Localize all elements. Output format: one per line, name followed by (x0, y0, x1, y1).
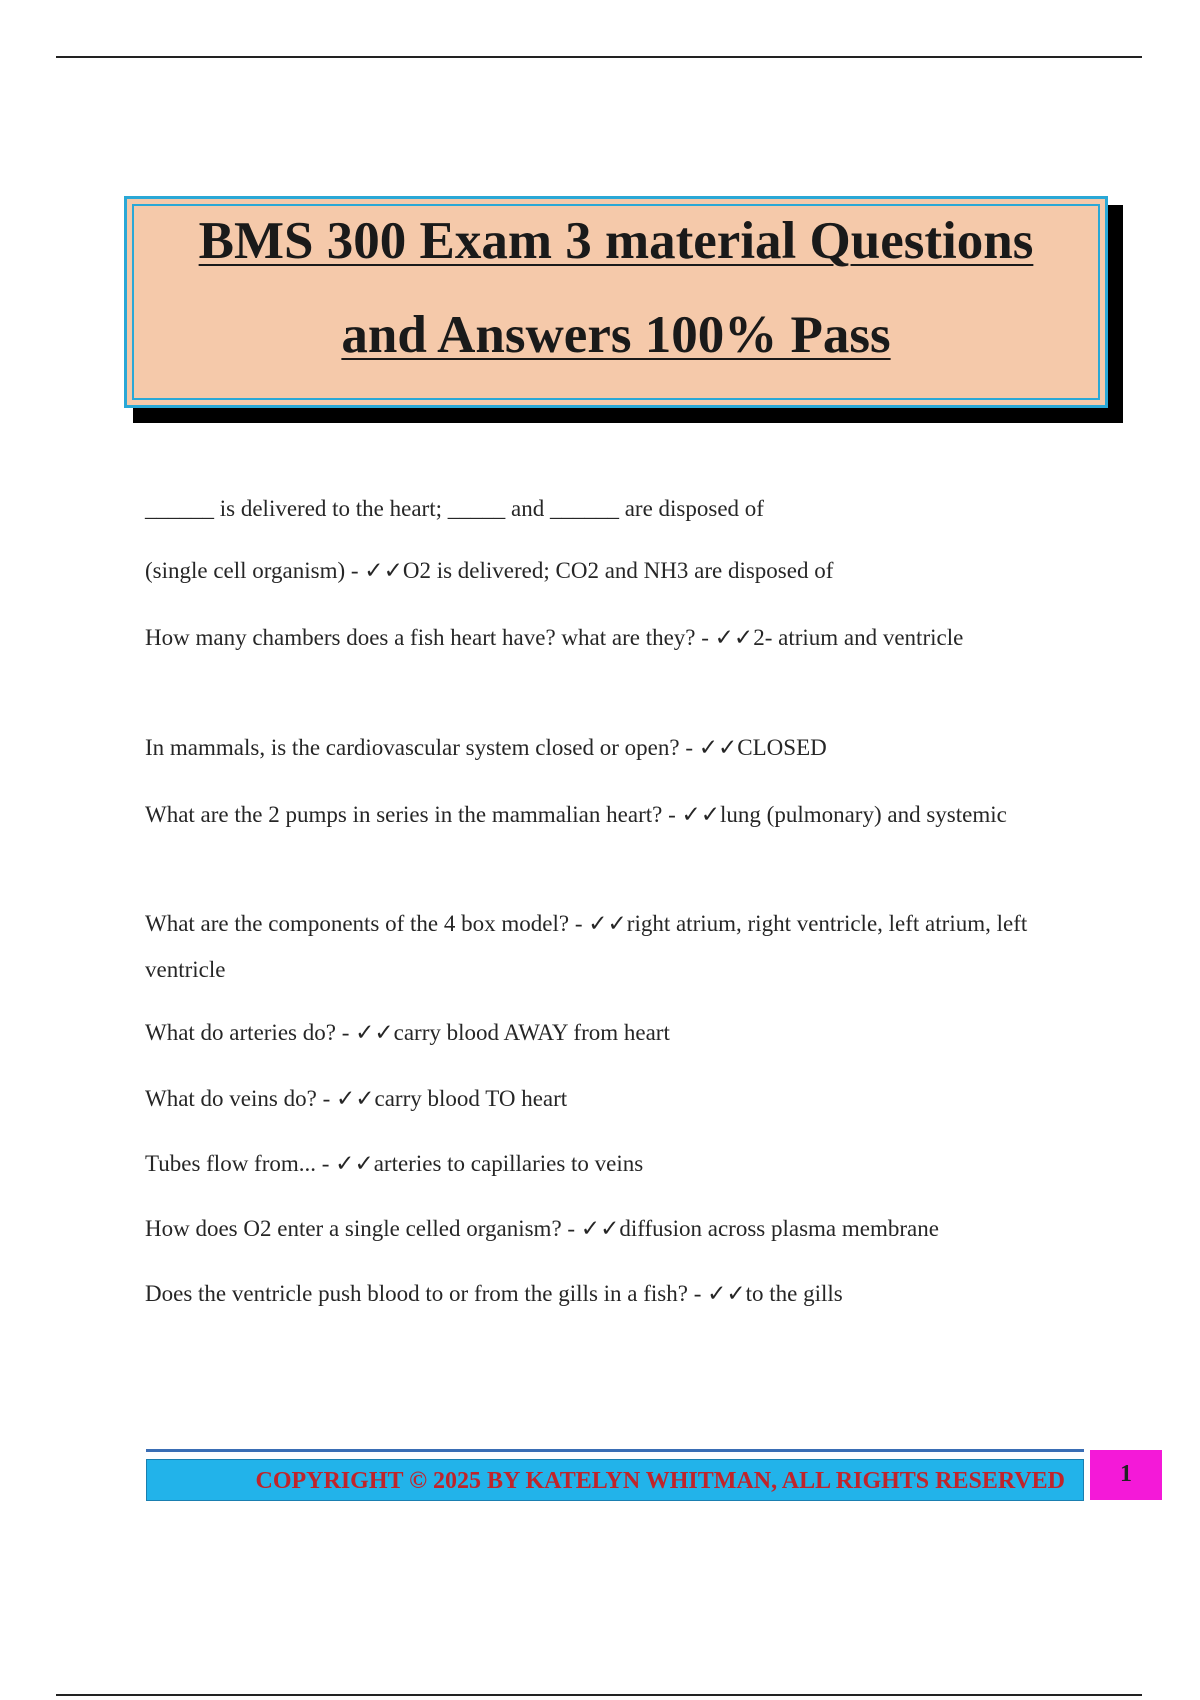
qa-item: What are the components of the 4 box model? - ✓✓right atrium, right ventricle, left atrium, left ventricle (145, 911, 1028, 982)
document-title-line-2: and Answers 100% Pass (341, 306, 891, 364)
qa-item: How many chambers does a fish heart have? what are they? - ✓✓2- atrium and ventricle (145, 625, 964, 650)
top-rule (56, 56, 1142, 58)
footer-copyright-bar: COPYRIGHT © 2025 BY KATELYN WHITMAN, ALL RIGHTS RESERVED (146, 1459, 1084, 1501)
qa-item: What do arteries do? - ✓✓carry blood AWAY from heart (145, 1020, 670, 1045)
qa-item: How does O2 enter a single celled organism? - ✓✓diffusion across plasma membrane (145, 1216, 939, 1241)
footer-rule (146, 1449, 1084, 1452)
bottom-rule (56, 1694, 1142, 1696)
qa-item: ______ is delivered to the heart; _____ and ______ are disposed of (145, 496, 764, 521)
document-title-line-1: BMS 300 Exam 3 material Questions (198, 212, 1034, 270)
qa-item: What are the 2 pumps in series in the mammalian heart? - ✓✓lung (pulmonary) and systemic (145, 802, 1007, 827)
page-number-badge: 1 (1090, 1450, 1162, 1500)
qa-item: In mammals, is the cardiovascular system closed or open? - ✓✓CLOSED (145, 735, 827, 760)
qa-item: (single cell organism) - ✓✓O2 is delivered; CO2 and NH3 are disposed of (145, 558, 834, 583)
title-box (124, 196, 1108, 408)
qa-item: Does the ventricle push blood to or from the gills in a fish? - ✓✓to the gills (145, 1281, 843, 1306)
qa-item: What do veins do? - ✓✓carry blood TO heart (145, 1086, 568, 1111)
qa-item: Tubes flow from... - ✓✓arteries to capillaries to veins (145, 1151, 644, 1176)
